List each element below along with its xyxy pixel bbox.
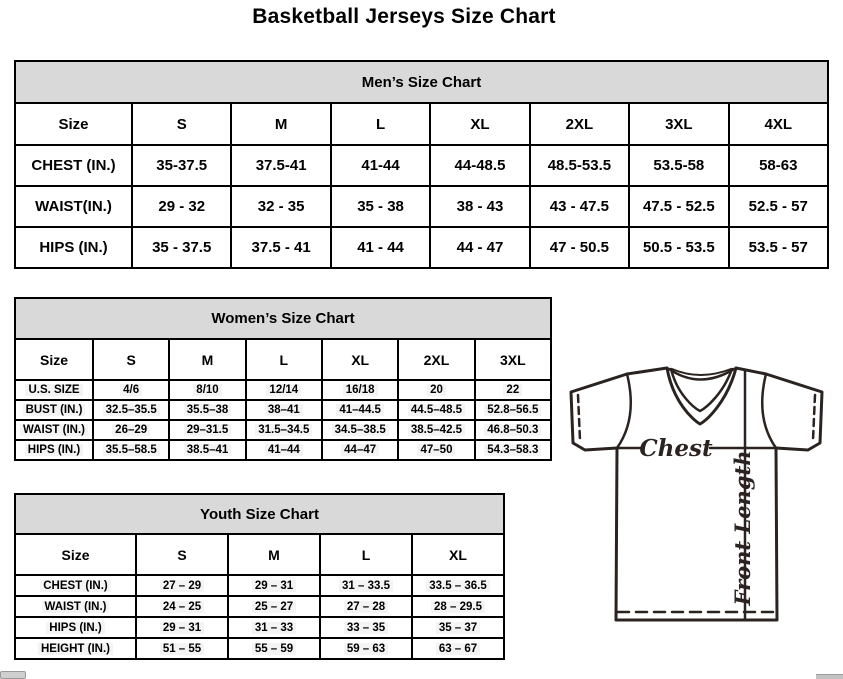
table-cell: CHEST (IN.) — [15, 575, 136, 596]
table-cell: 38–41 — [246, 400, 322, 420]
front-length-label: Front Length — [730, 450, 755, 606]
table-cell: 20 — [398, 380, 474, 400]
column-header: S — [132, 103, 231, 145]
column-header: L — [246, 339, 322, 380]
table-cell: CHEST (IN.) — [15, 145, 132, 186]
jersey-measurement-diagram — [556, 360, 843, 628]
table-cell: 28 – 29.5 — [412, 596, 504, 617]
column-header: 4XL — [729, 103, 828, 145]
column-header: XL — [430, 103, 529, 145]
jersey-outline-icon — [571, 368, 822, 620]
page-title: Basketball Jerseys Size Chart — [252, 5, 556, 28]
column-header: 2XL — [398, 339, 474, 380]
womens-chart-title: Women’s Size Chart — [15, 298, 551, 339]
table-cell: 25 – 27 — [228, 596, 320, 617]
mens-chart-title: Men’s Size Chart — [15, 61, 828, 103]
table-cell: 37.5-41 — [231, 145, 330, 186]
table-cell: 38.5–42.5 — [398, 420, 474, 440]
table-cell: 54.3–58.3 — [475, 440, 551, 460]
mens-size-chart — [14, 60, 829, 269]
column-header: XL — [412, 534, 504, 575]
table-cell: 47 - 50.5 — [530, 227, 629, 268]
youth-chart-title: Youth Size Chart — [15, 494, 504, 534]
column-header: 3XL — [475, 339, 551, 380]
table-cell: 47–50 — [398, 440, 474, 460]
scrollbar-thumb-left[interactable] — [0, 671, 26, 679]
table-cell: 38 - 43 — [430, 186, 529, 227]
column-header: S — [93, 339, 169, 380]
table-row — [15, 575, 504, 596]
table-cell: HIPS (IN.) — [15, 617, 136, 638]
table-cell: 44–47 — [322, 440, 398, 460]
table-cell: 41–44.5 — [322, 400, 398, 420]
column-header: 3XL — [629, 103, 728, 145]
table-row — [15, 380, 551, 400]
table-cell: 38.5–41 — [169, 440, 245, 460]
table-cell: 12/14 — [246, 380, 322, 400]
table-cell: 35.5–58.5 — [93, 440, 169, 460]
table-cell: 48.5-53.5 — [530, 145, 629, 186]
table-cell: 51 – 55 — [136, 638, 228, 659]
column-header: L — [320, 534, 412, 575]
table-cell: 31 – 33 — [228, 617, 320, 638]
column-header: M — [169, 339, 245, 380]
column-header: Size — [15, 103, 132, 145]
table-cell: 29–31.5 — [169, 420, 245, 440]
table-cell: WAIST (IN.) — [15, 596, 136, 617]
chest-label: Chest — [639, 435, 713, 462]
table-cell: 41–44 — [246, 440, 322, 460]
table-cell: 53.5-58 — [629, 145, 728, 186]
table-cell: 31.5–34.5 — [246, 420, 322, 440]
table-cell: 35 - 37.5 — [132, 227, 231, 268]
table-cell: 31 – 33.5 — [320, 575, 412, 596]
table-cell: 35.5–38 — [169, 400, 245, 420]
mens-size-table — [14, 60, 829, 269]
table-cell: 41-44 — [331, 145, 430, 186]
table-cell: 50.5 - 53.5 — [629, 227, 728, 268]
table-cell: 44-48.5 — [430, 145, 529, 186]
table-cell: 29 – 31 — [136, 617, 228, 638]
table-cell: 35 – 37 — [412, 617, 504, 638]
column-header: 2XL — [530, 103, 629, 145]
womens-size-table — [14, 297, 552, 461]
table-cell: 63 – 67 — [412, 638, 504, 659]
table-cell: 43 - 47.5 — [530, 186, 629, 227]
table-cell: 35 - 38 — [331, 186, 430, 227]
table-cell: 4/6 — [93, 380, 169, 400]
table-cell: U.S. SIZE — [15, 380, 93, 400]
table-cell: 34.5–38.5 — [322, 420, 398, 440]
table-cell: BUST (IN.) — [15, 400, 93, 420]
table-row — [15, 145, 828, 186]
table-cell: 32.5–35.5 — [93, 400, 169, 420]
table-cell: 52.8–56.5 — [475, 400, 551, 420]
table-cell: 32 - 35 — [231, 186, 330, 227]
table-cell: 33 – 35 — [320, 617, 412, 638]
table-row — [15, 638, 504, 659]
column-header: XL — [322, 339, 398, 380]
table-cell: 37.5 - 41 — [231, 227, 330, 268]
table-cell: 44.5–48.5 — [398, 400, 474, 420]
womens-size-chart — [14, 297, 552, 461]
table-cell: 8/10 — [169, 380, 245, 400]
table-row — [15, 440, 551, 460]
table-cell: 46.8–50.3 — [475, 420, 551, 440]
table-cell: 26–29 — [93, 420, 169, 440]
table-cell: 47.5 - 52.5 — [629, 186, 728, 227]
column-header: Size — [15, 534, 136, 575]
table-cell: WAIST (IN.) — [15, 420, 93, 440]
column-header: M — [228, 534, 320, 575]
table-cell: HIPS (IN.) — [15, 440, 93, 460]
scrollbar-thumb-right[interactable] — [816, 674, 843, 679]
table-row — [15, 186, 828, 227]
table-cell: 24 – 25 — [136, 596, 228, 617]
column-header: L — [331, 103, 430, 145]
table-cell: 55 – 59 — [228, 638, 320, 659]
table-cell: 27 – 28 — [320, 596, 412, 617]
table-cell: 33.5 – 36.5 — [412, 575, 504, 596]
table-row — [15, 420, 551, 440]
table-row — [15, 596, 504, 617]
column-header: Size — [15, 339, 93, 380]
table-cell: 53.5 - 57 — [729, 227, 828, 268]
table-cell: 22 — [475, 380, 551, 400]
youth-size-chart — [14, 493, 505, 660]
table-cell: 59 – 63 — [320, 638, 412, 659]
table-cell: 44 - 47 — [430, 227, 529, 268]
table-row — [15, 227, 828, 268]
table-cell: HIPS (IN.) — [15, 227, 132, 268]
column-header: M — [231, 103, 330, 145]
table-row — [15, 400, 551, 420]
table-cell: 58-63 — [729, 145, 828, 186]
table-cell: 41 - 44 — [331, 227, 430, 268]
table-cell: 16/18 — [322, 380, 398, 400]
table-cell: 52.5 - 57 — [729, 186, 828, 227]
column-header: S — [136, 534, 228, 575]
table-cell: 35-37.5 — [132, 145, 231, 186]
table-cell: HEIGHT (IN.) — [15, 638, 136, 659]
table-cell: 27 – 29 — [136, 575, 228, 596]
table-cell: WAIST(IN.) — [15, 186, 132, 227]
table-row — [15, 617, 504, 638]
youth-size-table — [14, 493, 505, 660]
table-cell: 29 – 31 — [228, 575, 320, 596]
table-cell: 29 - 32 — [132, 186, 231, 227]
